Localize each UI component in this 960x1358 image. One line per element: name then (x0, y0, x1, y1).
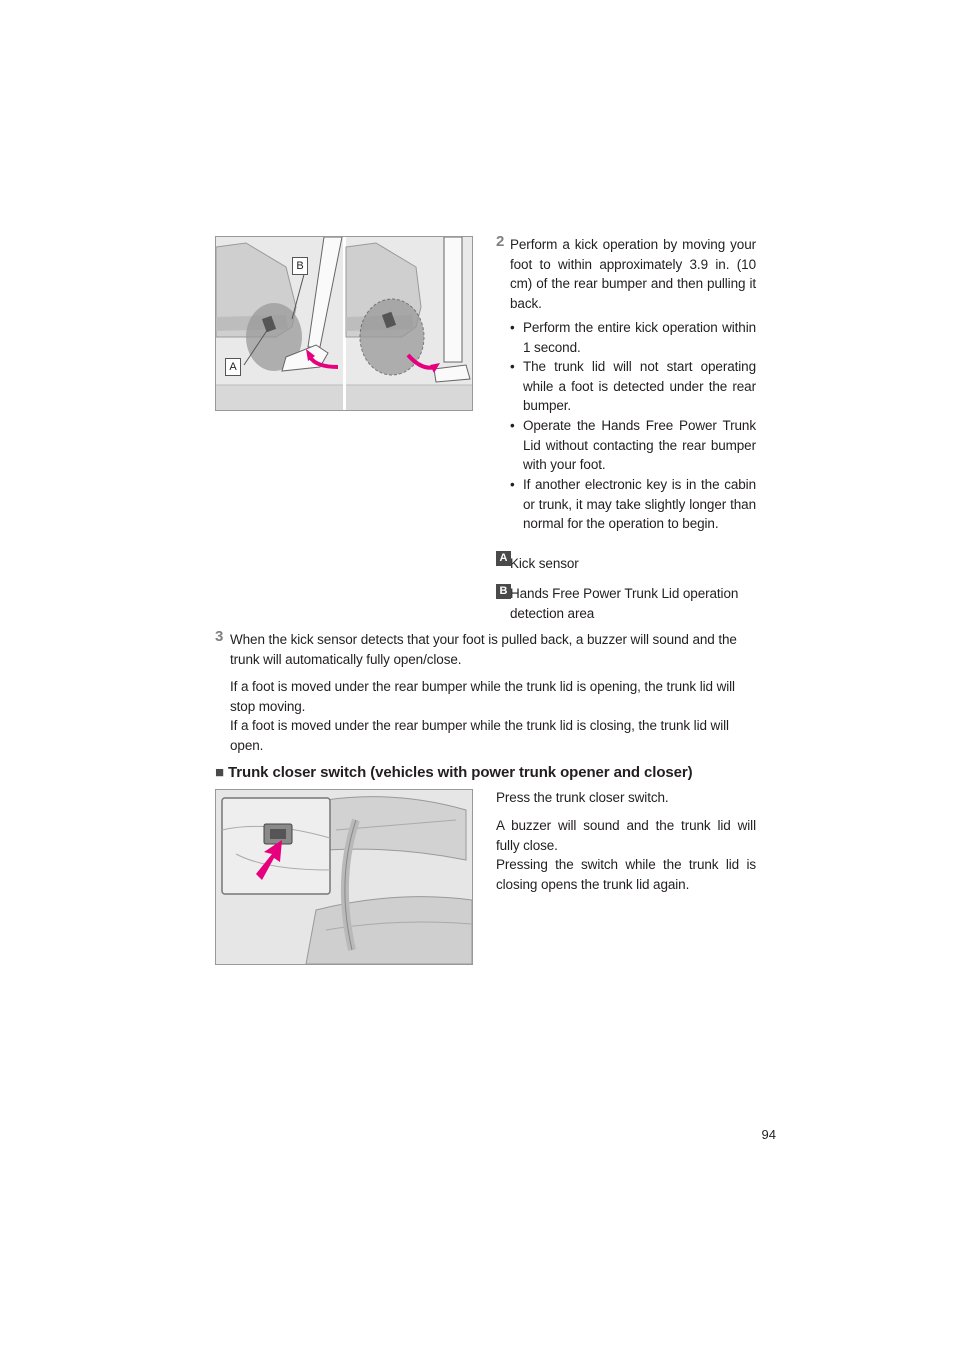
trunk-closer-figure (215, 789, 473, 965)
bullet-marker: • (510, 359, 515, 374)
step-2-bullet (510, 318, 756, 357)
legend-label-b: B (496, 584, 511, 599)
bullet-text: If another electronic key is in the cabin or trunk, it may take slightly longer than normal for the operation to begin. (523, 477, 756, 531)
bullet-marker: • (510, 477, 515, 492)
legend-text-b: Hands Free Power Trunk Lid operation detection area (510, 586, 739, 621)
step-3-note-1: If a foot is moved under the rear bumper while the trunk lid is opening, the trunk lid will stop moving. (230, 679, 735, 714)
section-paragraph-1: Press the trunk closer switch. (496, 790, 669, 805)
section-heading-text: Trunk closer switch (vehicles with power trunk opener and closer) (228, 764, 693, 781)
kick-operation-figure (215, 236, 473, 411)
legend-label-a: A (496, 551, 511, 566)
section-marker: ■ (215, 764, 224, 781)
kick-operation-illustration (216, 237, 472, 410)
section-paragraph-3: Pressing the switch while the trunk lid is closing opens the trunk lid again. (496, 857, 756, 892)
step-3-number: 3 (215, 628, 224, 645)
bullet-marker: • (510, 320, 515, 335)
step-3-note-2: If a foot is moved under the rear bumper while the trunk lid is closing, the trunk lid will open. (230, 718, 729, 753)
step-2-bullet (510, 357, 756, 416)
bullet-text: The trunk lid will not start operating while a foot is detected under the rear bumper. (523, 359, 756, 413)
legend-text-a: Kick sensor (510, 556, 579, 571)
bullet-text: Perform the entire kick operation within 1 second. (523, 320, 756, 355)
bullet-marker: • (510, 418, 515, 433)
step-2-bullet (510, 475, 756, 534)
step-2-number: 2 (496, 233, 505, 250)
section-heading (215, 764, 775, 781)
trunk-closer-illustration (216, 790, 472, 964)
callout-label-a: A (225, 358, 241, 376)
page-number: 94 (761, 1127, 776, 1142)
section-paragraph-2: A buzzer will sound and the trunk lid will fully close. (496, 818, 756, 853)
bullet-text: Operate the Hands Free Power Trunk Lid without contacting the rear bumper with your foot. (523, 418, 756, 472)
step-3-text: When the kick sensor detects that your foot is pulled back, a buzzer will sound and the trunk will automatically fully open/close. (230, 632, 737, 667)
step-2-bullet (510, 416, 756, 475)
callout-label-b: B (292, 257, 308, 275)
step-2-text: Perform a kick operation by moving your foot to within approximately 3.9 in. (10 cm) of the rear bumper and then pulling it back. (510, 237, 756, 311)
